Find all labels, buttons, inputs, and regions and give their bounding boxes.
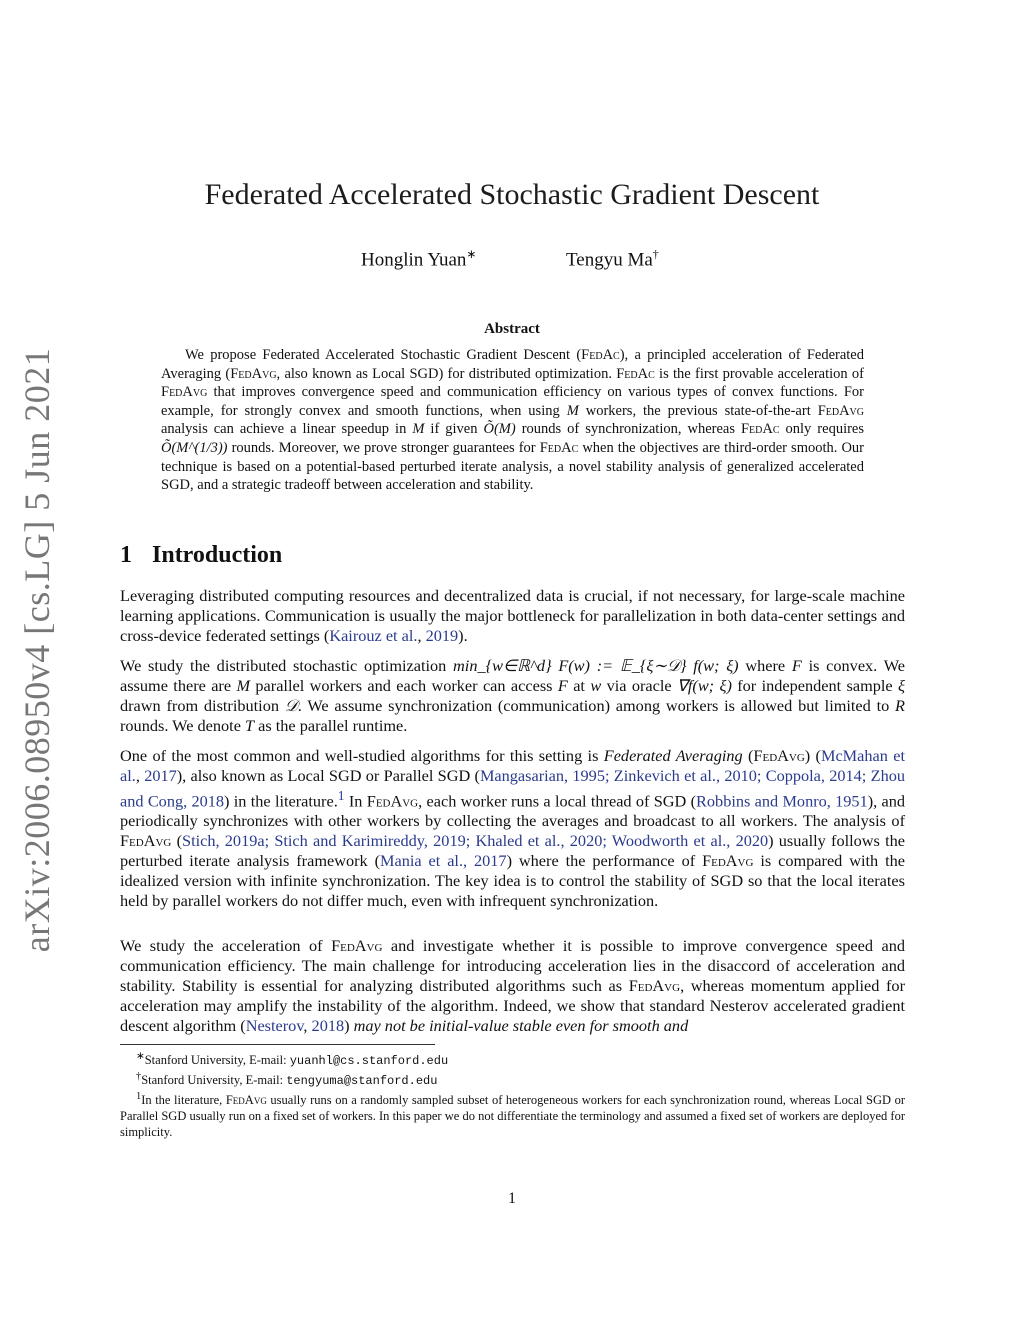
paragraph-2: We study the distributed stochastic optimization min_{w∈ℝ^d} F(w) := 𝔼_{ξ∼𝒟} f(w; ξ) where F is convex. We assume there are M parallel workers and each worker can access F at w via oracle ∇f(w; ξ) for independent sample ξ drawn from distribution 𝒟. We assume synchronization (communication) among workers is allowed but limited to R rounds. We denote T as the parallel runtime. [120,656,906,735]
citation-link[interactable]: Mangasarian, 1995; Zinkevich et al., 2010; Coppola, 2014; Zhou and Cong, 2018 [120,766,905,811]
author-2-mark: † [652,247,659,261]
section-number: 1 [120,542,132,568]
author-2-name: Tengyu Ma [566,249,653,271]
email-link[interactable]: yuanhl@cs.stanford.edu [289,1054,449,1069]
citation-link[interactable]: Kairouz et al. [329,626,418,645]
citation-link[interactable]: Robbins and Monro, 1951 [696,791,868,811]
complexity-bound-2: Õ(M^(1/3)) [161,439,228,456]
section-title: Introduction [152,542,283,568]
citation-link[interactable]: 2017 [144,766,177,785]
page-number: 1 [508,1190,516,1207]
footnote-ref-1[interactable]: 1 [337,788,345,803]
citation-link[interactable]: 2019 [425,626,459,645]
paragraph-4: We study the acceleration of FedAvg and investigate whether it is possible to improve convergence speed and communication efficiency. The main challenge for introducing acceleration lies in the disaccord of acceleration and stability. Stability is essential for analyzing distributed algorithms such as FedAvg, whereas momentum applied for acceleration may amplify the instability of the algorithm. Indeed, we show that standard Nesterov accelerated gradient descent algorithm (Nesterov, 2018) may not be initial-value stable even for smooth and [120,936,905,1035]
complexity-bound-1: Õ(M) [483,421,516,438]
footnote-2: †Stanford University, E-mail: tengyuma@stanford.edu [136,1071,438,1089]
abstract-body: We propose Federated Accelerated Stochastic Gradient Descent (FedAc), a principled acceleration of Federated Averaging (FedAvg, also known as Local SGD) for distributed optimization. FedAc is the first provable acceleration of FedAvg that improves convergence speed and communication efficiency on various types of convex functions. For example, for strongly convex and smooth functions, when using M workers, the previous state-of-the-art FedAvg analysis can achieve a linear speedup in M if given Õ(M) rounds of synchronization, whereas FedAc only requires Õ(M^(1/3)) rounds. Moreover, we prove stronger guarantees for FedAc when the objectives are third-order smooth. Our technique is based on a potential-based perturbed iterate analysis, a novel stability analysis of generalized accelerated SGD, and a strategic tradeoff between acceleration and stability. [161,347,865,494]
author-1 [361,247,476,271]
paragraph-3: One of the most common and well-studied algorithms for this setting is Federated Averaging (FedAvg) (McMahan et al., 2017), also known as Local SGD or Parallel SGD (Mangasarian, 1995; Zinkevich et al., 2010; Coppola, 2014; Zhou and Cong, 2018) in the literature.$^1$ In FedAvg, each worker runs a local thread of SGD (Robbins and Monro, 1951), and periodically synchronizes with other workers by collecting the averages and broadcast to all workers. The analysis of FedAvg (Stich, 2019a; Stich and Karimireddy, 2019; Khaled et al., 2020; Woodworth et al., 2020) usually follows the perturbed iterate analysis framework (Mania et al., 2017) where the performance of FedAvg is compared with the idealized version with infinite synchronization. The key idea is to control the stability of SGD so that the local iterates held by parallel workers do not differ much, even with infrequent synchronization. [120,746,906,911]
optimization-objective: min_{w∈ℝ^d} F(w) := 𝔼_{ξ∼𝒟} f(w; ξ) [453,656,739,675]
author-1-name: Honglin Yuan [361,249,467,271]
footnotes [120,1049,905,1140]
footnote-divider [120,1044,435,1045]
citation-link[interactable]: Nesterov [245,1016,304,1035]
citation-link[interactable]: Stich, 2019a; Stich and Karimireddy, 2019; Khaled et al., 2020; Woodworth et al., 2020 [182,831,769,851]
arxiv-identifier: arXiv:2006.08950v4 [cs.LG] 5 Jun 2021 [17,347,57,953]
paper-title: Federated Accelerated Stochastic Gradient Descent [204,178,820,211]
author-1-mark: ∗ [466,247,477,261]
arxiv-sidebar [14,347,60,953]
author-2 [566,247,659,271]
paragraph-1: Leveraging distributed computing resources and decentralized data is crucial, if not necessary, for large-scale machine learning applications. Communication is usually the major bottleneck for parallelization in both data-center settings and cross-device federated settings (Kairouz et al., 2019). [120,586,905,645]
footnote-3: $^1$In the literature, FedAvg usually runs on a randomly sampled subset of heterogeneous workers for each synchronization round, whereas Local SGD or Parallel SGD usually run on a fixed set of workers. In this paper we do not differentiate the terminology and assumed a fixed set of workers are deployed for simplicity. [120,1091,905,1140]
email-link[interactable]: tengyuma@stanford.edu [286,1074,438,1089]
citation-link[interactable]: McMahan et al. [120,746,905,785]
section-heading-introduction [120,542,282,569]
abstract-heading: Abstract [484,321,540,337]
footnote-1: ∗Stanford University, E-mail: yuanhl@cs.stanford.edu [136,1051,449,1069]
citation-link[interactable]: 2018 [311,1016,345,1035]
citation-link[interactable]: Mania et al., 2017 [380,851,507,871]
